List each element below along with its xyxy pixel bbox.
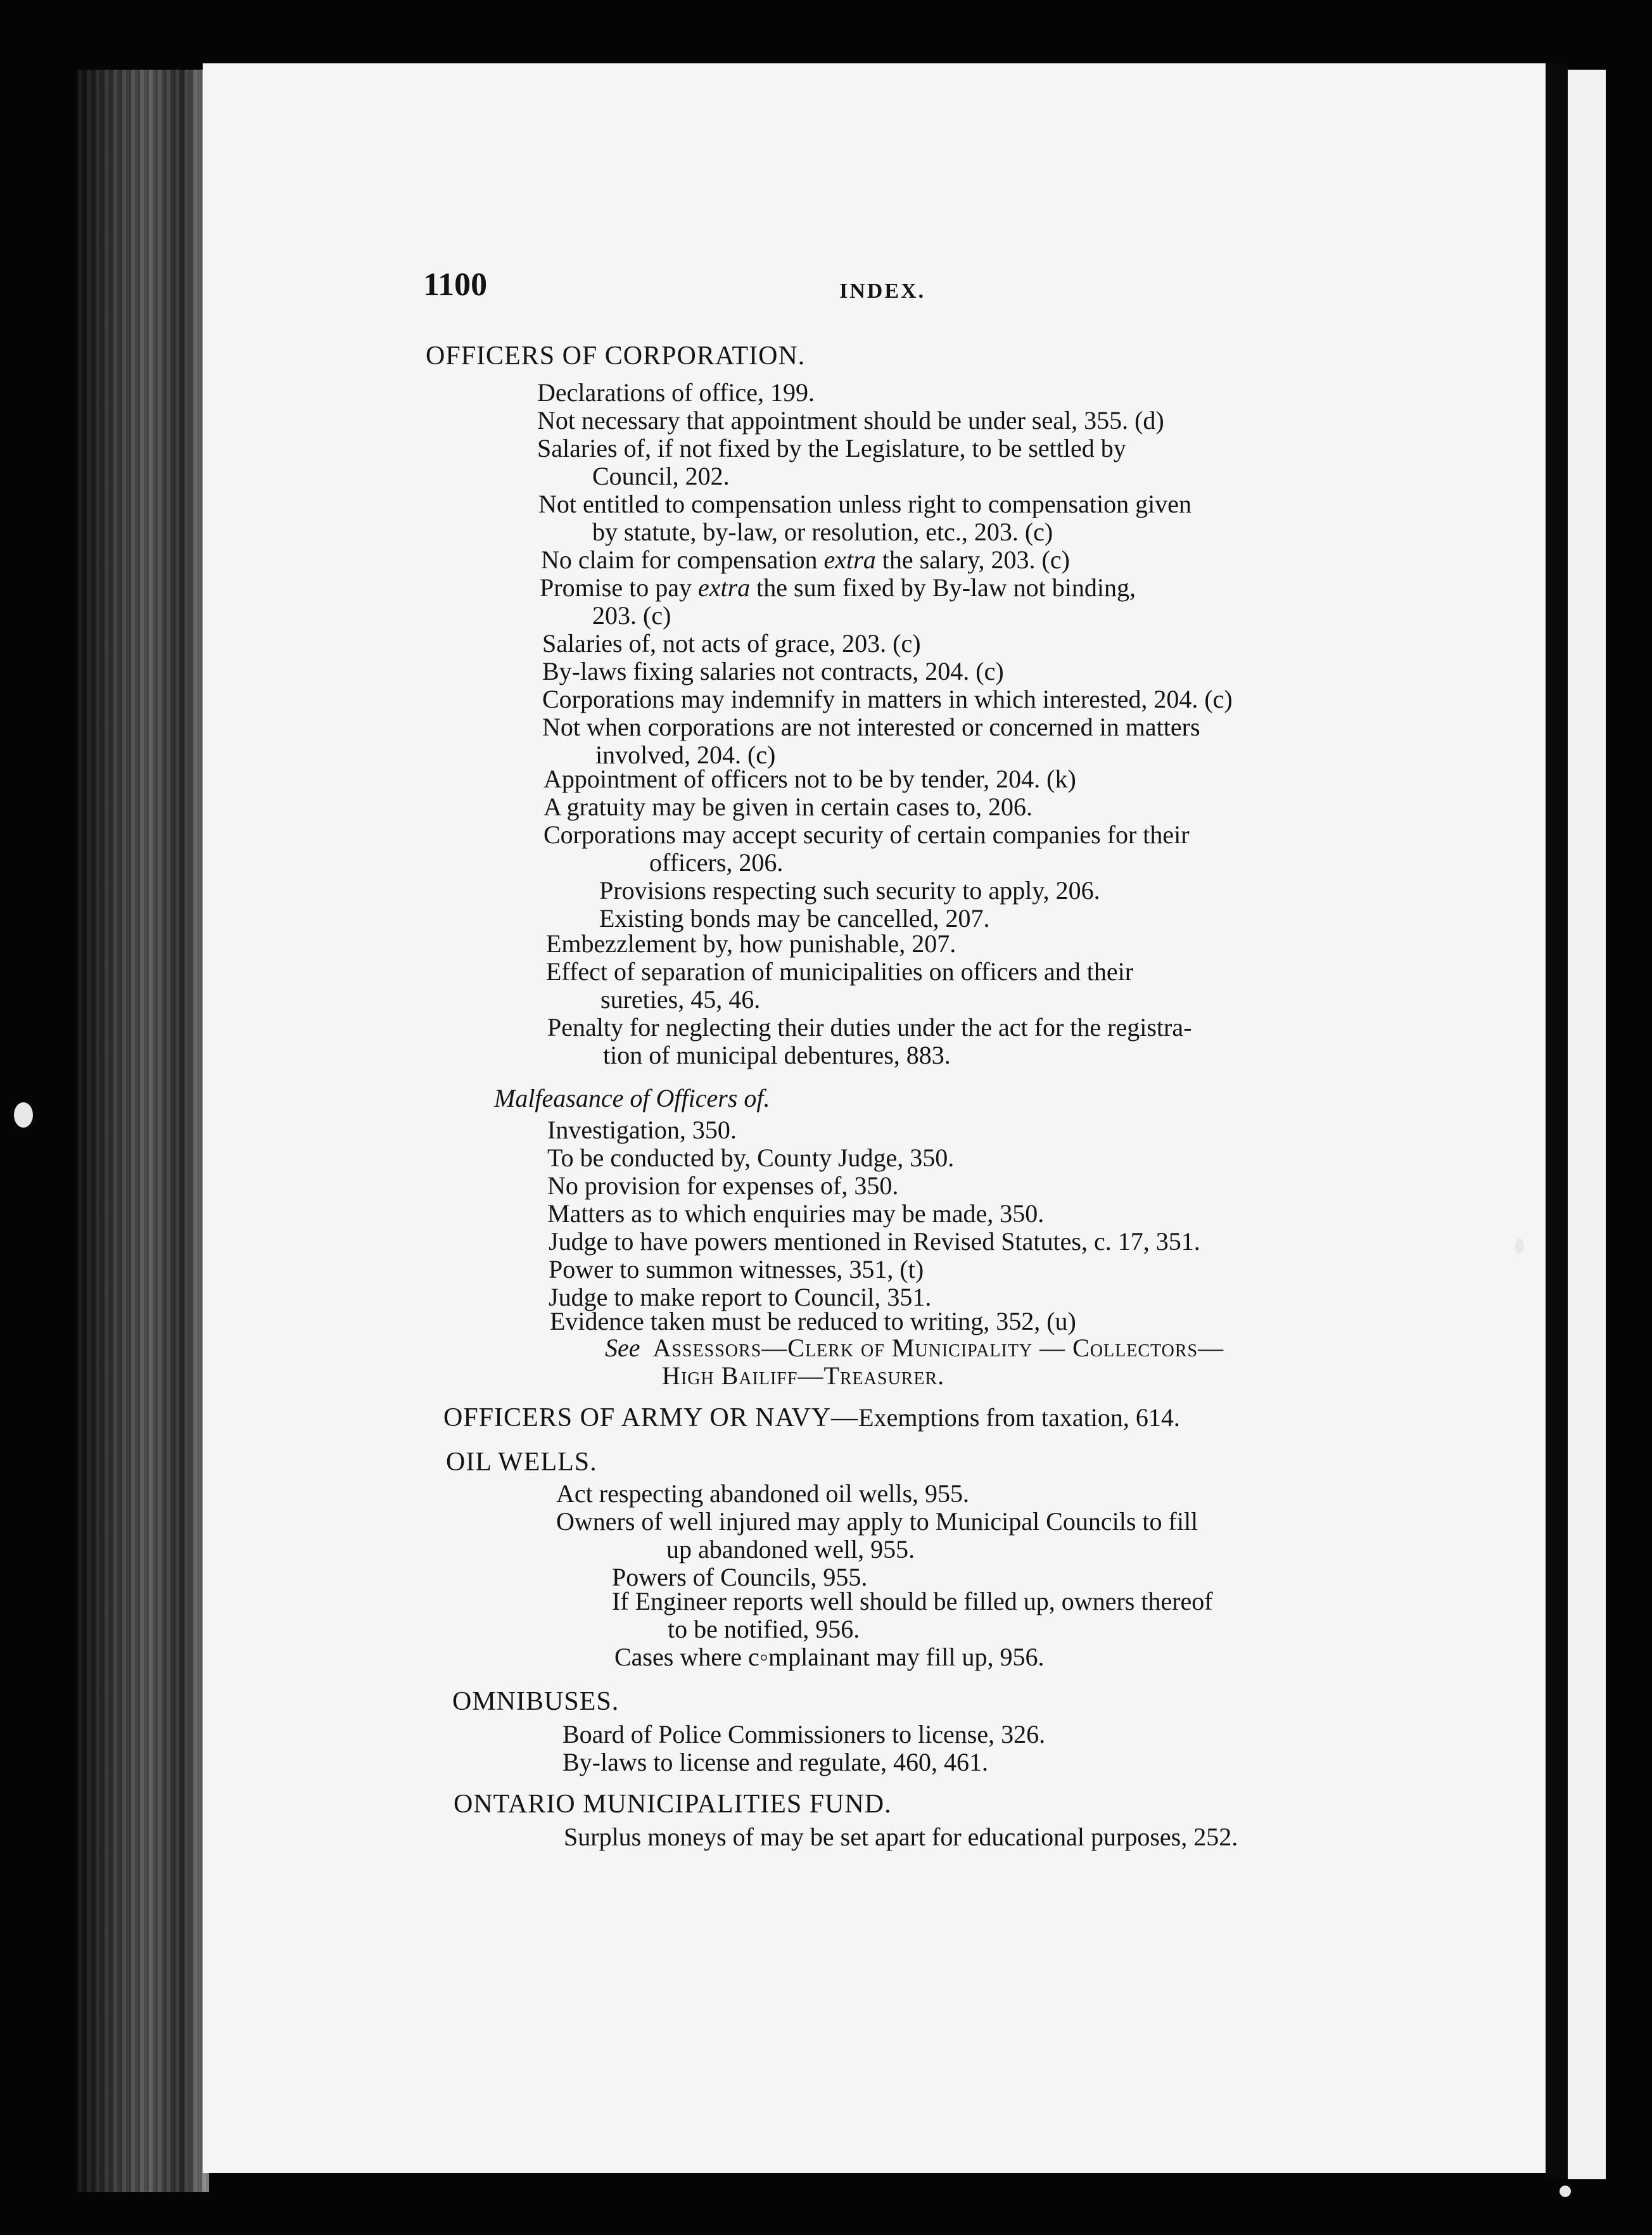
index-entry: 203. (c) (592, 601, 671, 630)
index-entry: Matters as to which enquiries may be made, 350. (547, 1199, 1045, 1228)
subsection-heading-malfeasance: Malfeasance of Officers of. (494, 1084, 770, 1112)
index-entry: Corporations may accept security of certain companies for their (543, 820, 1190, 849)
index-entry: Powers of Councils, 955. (612, 1563, 868, 1591)
index-entry: Council, 202. (592, 462, 730, 490)
index-entry: Not necessary that appointment should be under seal, 355. (d) (537, 406, 1164, 435)
index-entry: Existing bonds may be cancelled, 207. (599, 904, 990, 933)
index-entry: Cases where c◦mplainant may fill up, 956. (614, 1643, 1045, 1671)
book-spine (76, 70, 209, 2192)
index-entry: By-laws to license and regulate, 460, 461. (562, 1748, 989, 1776)
index-entry: Appointment of officers not to be by tender, 204. (k) (543, 765, 1076, 793)
index-entry: Promise to pay extra the sum fixed by By-law not binding, (540, 573, 1136, 602)
index-entry: Surplus moneys of may be set apart for educational purposes, 252. (564, 1823, 1238, 1851)
index-entry: Not entitled to compensation unless right to compensation given (538, 490, 1191, 518)
scan-speck (14, 1102, 33, 1128)
index-entry: tion of municipal debentures, 883. (603, 1041, 951, 1069)
section-heading-ontario-fund: ONTARIO MUNICIPALITIES FUND. (454, 1790, 892, 1819)
facing-page-edge (1568, 70, 1606, 2179)
scan-speck (1515, 1238, 1524, 1254)
index-entry: Judge to have powers mentioned in Revised Statutes, c. 17, 351. (549, 1227, 1200, 1256)
index-entry: If Engineer reports well should be filled up, owners thereof (612, 1587, 1213, 1615)
index-entry: A gratuity may be given in certain cases to, 206. (543, 793, 1033, 821)
index-entry: up abandoned well, 955. (666, 1535, 915, 1563)
index-entry: officers, 206. (649, 848, 784, 877)
index-entry: Judge to make report to Council, 351. (549, 1283, 932, 1311)
index-entry: Corporations may indemnify in matters in which interested, 204. (c) (542, 685, 1233, 713)
see-also-reference: See Assessors—Clerk of Municipality — Collectors— (605, 1334, 1224, 1362)
page-sheet (203, 63, 1546, 2173)
index-entry: No provision for expenses of, 350. (547, 1171, 899, 1200)
index-entry: Owners of well injured may apply to Municipal Councils to fill (556, 1507, 1198, 1536)
see-also-reference: High Bailiff—Treasurer. (662, 1361, 945, 1390)
index-entry: Salaries of, if not fixed by the Legislature, to be settled by (537, 434, 1126, 462)
index-entry: Provisions respecting such security to apply, 206. (599, 876, 1100, 905)
index-entry: to be notified, 956. (668, 1615, 860, 1643)
section-heading-officers-corporation: OFFICERS OF CORPORATION. (426, 341, 806, 371)
index-entry: Salaries of, not acts of grace, 203. (c) (542, 629, 921, 658)
section-army-navy: OFFICERS OF ARMY OR NAVY—Exemptions from taxation, 614. (443, 1403, 1180, 1432)
index-entry: by statute, by-law, or resolution, etc., 203. (c) (592, 518, 1053, 546)
index-entry: Act respecting abandoned oil wells, 955. (556, 1479, 970, 1508)
index-entry: No claim for compensation extra the salary, 203. (c) (541, 545, 1070, 574)
section-heading-omnibuses: OMNIBUSES. (452, 1687, 620, 1716)
index-entry: Investigation, 350. (547, 1116, 737, 1144)
index-entry: By-laws fixing salaries not contracts, 204. (c) (542, 657, 1004, 685)
index-entry: Board of Police Commissioners to license, 326. (562, 1720, 1046, 1748)
index-entry: Evidence taken must be reduced to writing, 352, (u) (550, 1307, 1076, 1335)
index-entry: Declarations of office, 199. (537, 378, 815, 407)
index-entry: Penalty for neglecting their duties under the act for the registra- (547, 1013, 1192, 1041)
index-entry: Embezzlement by, how punishable, 207. (546, 929, 956, 958)
index-entry: sureties, 45, 46. (600, 985, 761, 1014)
page-number: 1100 (423, 267, 488, 303)
page-gutter (1546, 63, 1568, 2179)
scan-speck (1560, 2186, 1571, 2197)
index-entry: To be conducted by, County Judge, 350. (547, 1143, 955, 1172)
index-entry: Power to summon witnesses, 351, (t) (549, 1255, 924, 1283)
index-entry: Not when corporations are not interested or concerned in matters (542, 713, 1200, 741)
section-heading-oil-wells: OIL WELLS. (446, 1448, 597, 1477)
index-entry: involved, 204. (c) (595, 741, 776, 769)
index-entry: Effect of separation of municipalities on officers and their (546, 957, 1134, 986)
running-head: INDEX. (839, 279, 926, 303)
